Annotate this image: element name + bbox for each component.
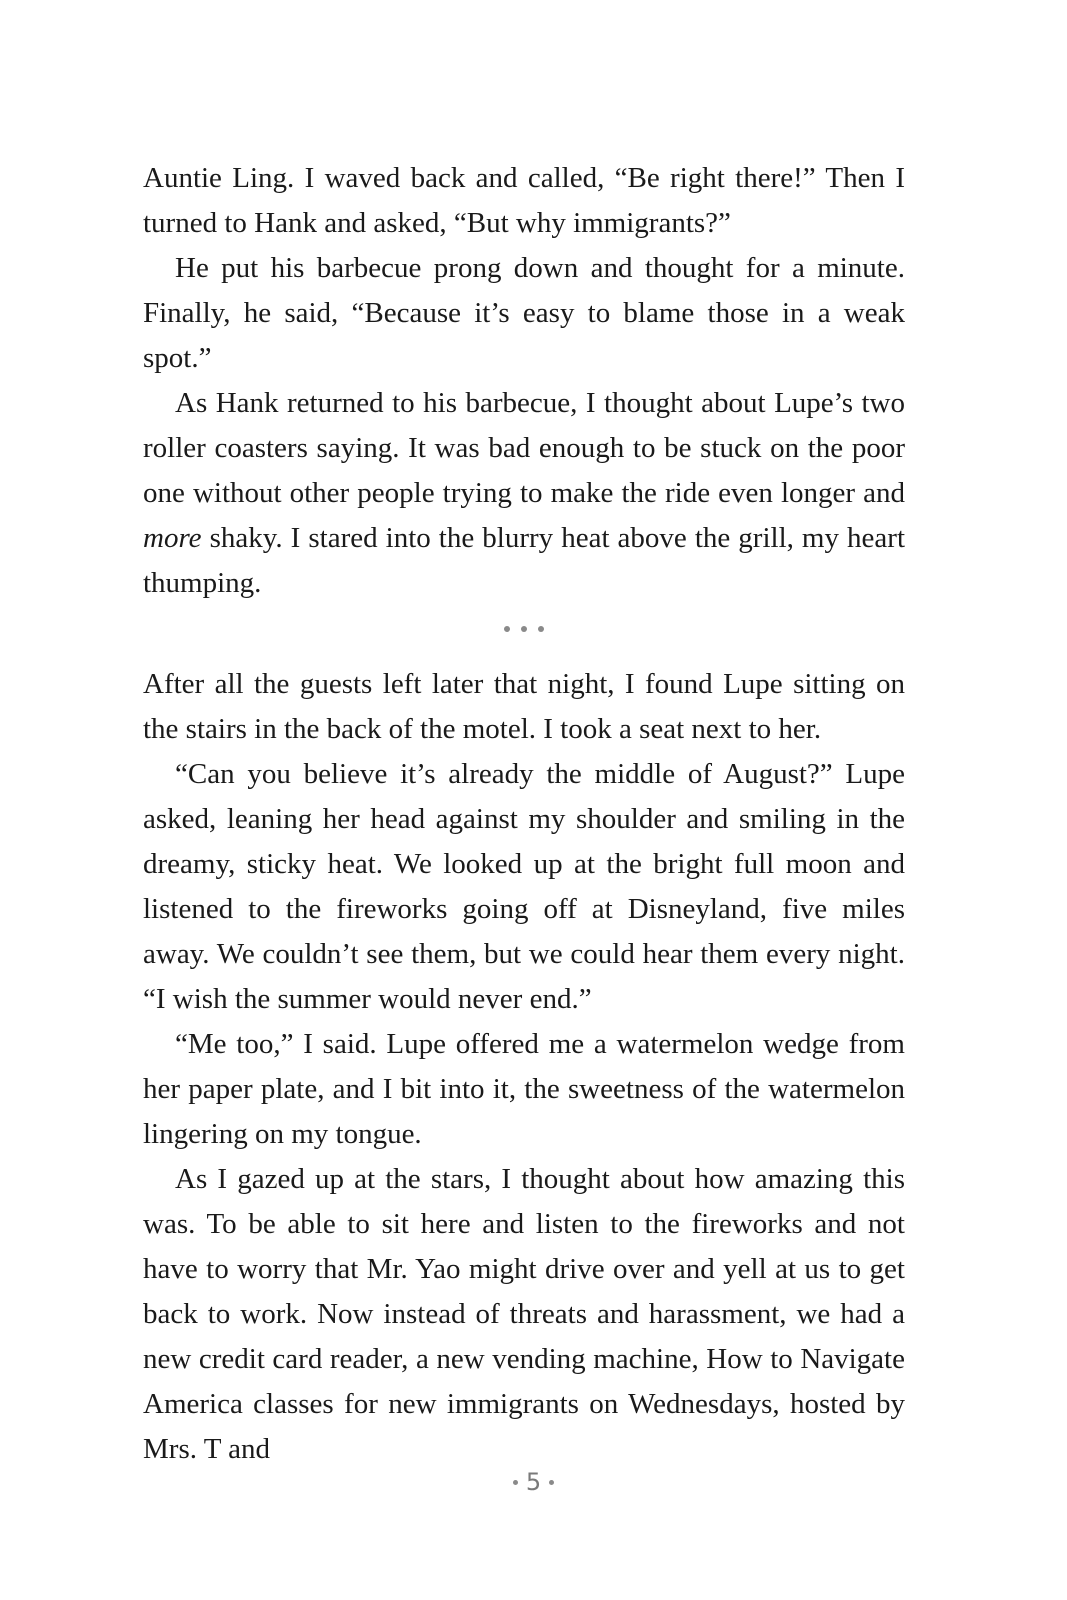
section-break-ornament — [504, 626, 544, 632]
paragraph: He put his barbecue prong down and thought for a minute. Finally, he said, “Because it’s easy to blame those in a weak spot.” — [143, 252, 905, 374]
paragraph-text: As Hank returned to his barbecue, I thought about Lupe’s two roller coasters saying. It was bad enough to be stuck on the poor one without other people trying to make the ride even longer and — [143, 387, 905, 509]
folio-dot — [513, 1480, 518, 1485]
folio-dot — [549, 1480, 554, 1485]
paragraph: “Me too,” I said. Lupe offered me a watermelon wedge from her paper plate, and I bit into it, the sweetness of the watermelon lingering on my tongue. — [143, 1028, 905, 1150]
ornament-dot — [521, 626, 527, 632]
page-number: 5 — [525, 1468, 542, 1496]
paragraph: After all the guests left later that night, I found Lupe sitting on the stairs in the back of the motel. I took a seat next to her. — [143, 668, 905, 745]
paragraph: “Can you believe it’s already the middle of August?” Lupe asked, leaning her head against my shoulder and smiling in the dreamy, sticky heat. We looked up at the bright full moon and listened to the fireworks going off at Disneyland, five miles away. We couldn’t see them, but we could hear them every night. “I wish the summer would never end.” — [143, 758, 905, 1015]
italic-emphasis: more — [143, 522, 202, 554]
page-number-footer — [0, 1468, 1067, 1496]
paragraph — [143, 381, 905, 606]
paragraph-text: shaky. I stared into the blurry heat above the grill, my heart thumping. — [143, 522, 905, 599]
paragraph: Auntie Ling. I waved back and called, “Be right there!” Then I turned to Hank and asked, “But why immigrants?” — [143, 162, 905, 239]
ornament-dot — [504, 626, 510, 632]
section-break — [143, 606, 905, 656]
body-text — [143, 156, 905, 1472]
paragraph: As I gazed up at the stars, I thought about how amazing this was. To be able to sit here and listen to the fireworks and not have to worry that Mr. Yao might drive over and yell at us to get back to work. Now instead of threats and harassment, we had a new credit card reader, a new vending machine, How to Navigate America classes for new immigrants on Wednesdays, hosted by Mrs. T and — [143, 1163, 905, 1465]
ornament-dot — [538, 626, 544, 632]
